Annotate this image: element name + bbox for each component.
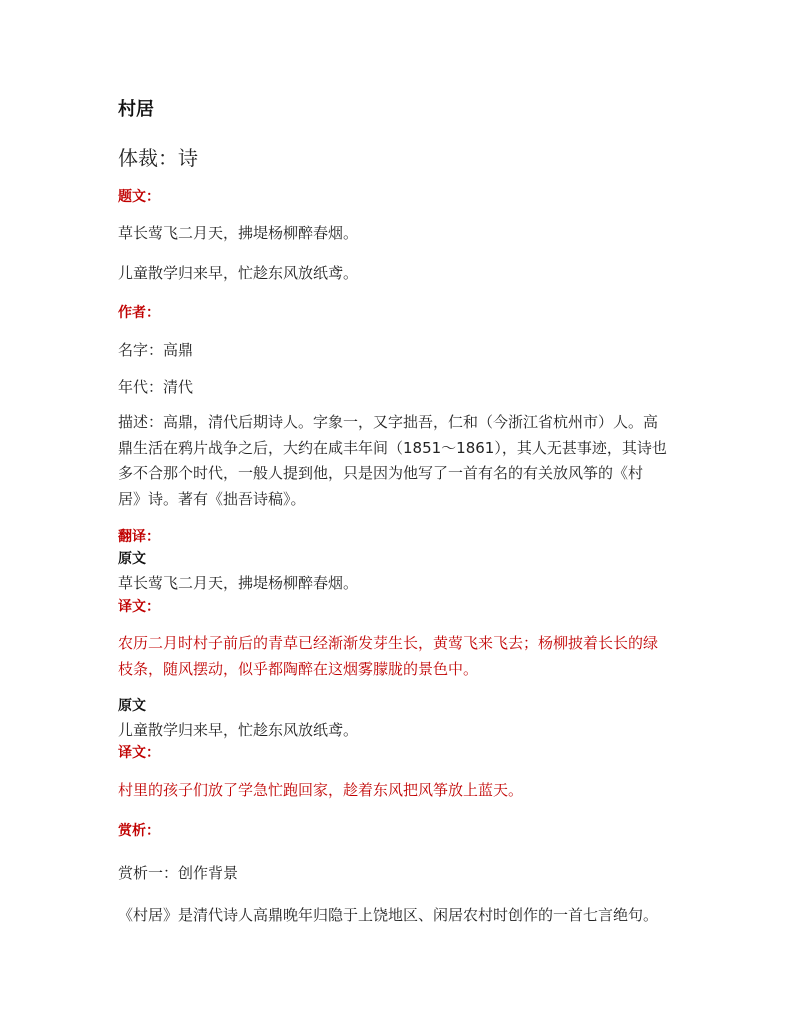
author-desc-line: 多不合那个时代，一般人提到他，只是因为他写了一首有名的有关放风筝的《村 <box>118 464 644 482</box>
translation-heading: 翻译： <box>118 529 160 545</box>
original-label: 原文 <box>118 551 146 567</box>
appreciation-heading: 赏析： <box>118 823 160 839</box>
translation-text <box>118 777 698 803</box>
author-heading: 作者： <box>118 305 160 321</box>
translation-label: 译文： <box>118 599 160 615</box>
author-description <box>118 410 688 512</box>
translation-text <box>118 630 698 682</box>
translation-label: 译文： <box>118 745 160 761</box>
translation-line: 枝条，随风摆动，似乎都陶醉在这烟雾朦胧的景色中。 <box>118 660 479 678</box>
appreciation-text: 《村居》是清代诗人高鼎晚年归隐于上饶地区、闲居农村时创作的一首七言绝句。 <box>118 906 659 924</box>
author-desc-line: 居》诗。著有《拙吾诗稿》。 <box>118 489 306 508</box>
poem-line-1: 草长莺飞二月天，拂堤杨柳醉春烟。 <box>118 224 359 242</box>
page-title: 村居 <box>118 99 154 120</box>
poem-heading: 题文： <box>118 189 160 205</box>
author-desc-line: 描述：高鼎，清代后期诗人。字象一，又字拙吾，仁和（今浙江省杭州市）人。高 <box>118 413 659 431</box>
author-era: 年代：清代 <box>118 378 194 396</box>
author-name: 名字：高鼎 <box>118 341 194 359</box>
original-text: 草长莺飞二月天，拂堤杨柳醉春烟。 <box>118 574 359 592</box>
poem-line-2: 儿童散学归来早，忙趁东风放纸鸢。 <box>118 264 359 282</box>
original-label: 原文 <box>118 698 146 714</box>
translation-line: 农历二月时村子前后的青草已经渐渐发芽生长，黄莺飞来飞去；杨柳披着长长的绿 <box>118 634 659 652</box>
appreciation-subheading: 赏析一：创作背景 <box>118 864 239 882</box>
original-text: 儿童散学归来早，忙趁东风放纸鸢。 <box>118 721 359 739</box>
author-desc-line: 鼎生活在鸦片战争之后，大约在咸丰年间（1851～1861），其人无甚事迹，其诗也 <box>118 438 667 457</box>
translation-line: 村里的孩子们放了学急忙跑回家，趁着东风把风筝放上蓝天。 <box>118 781 524 799</box>
genre-line: 体裁：诗 <box>118 146 198 170</box>
